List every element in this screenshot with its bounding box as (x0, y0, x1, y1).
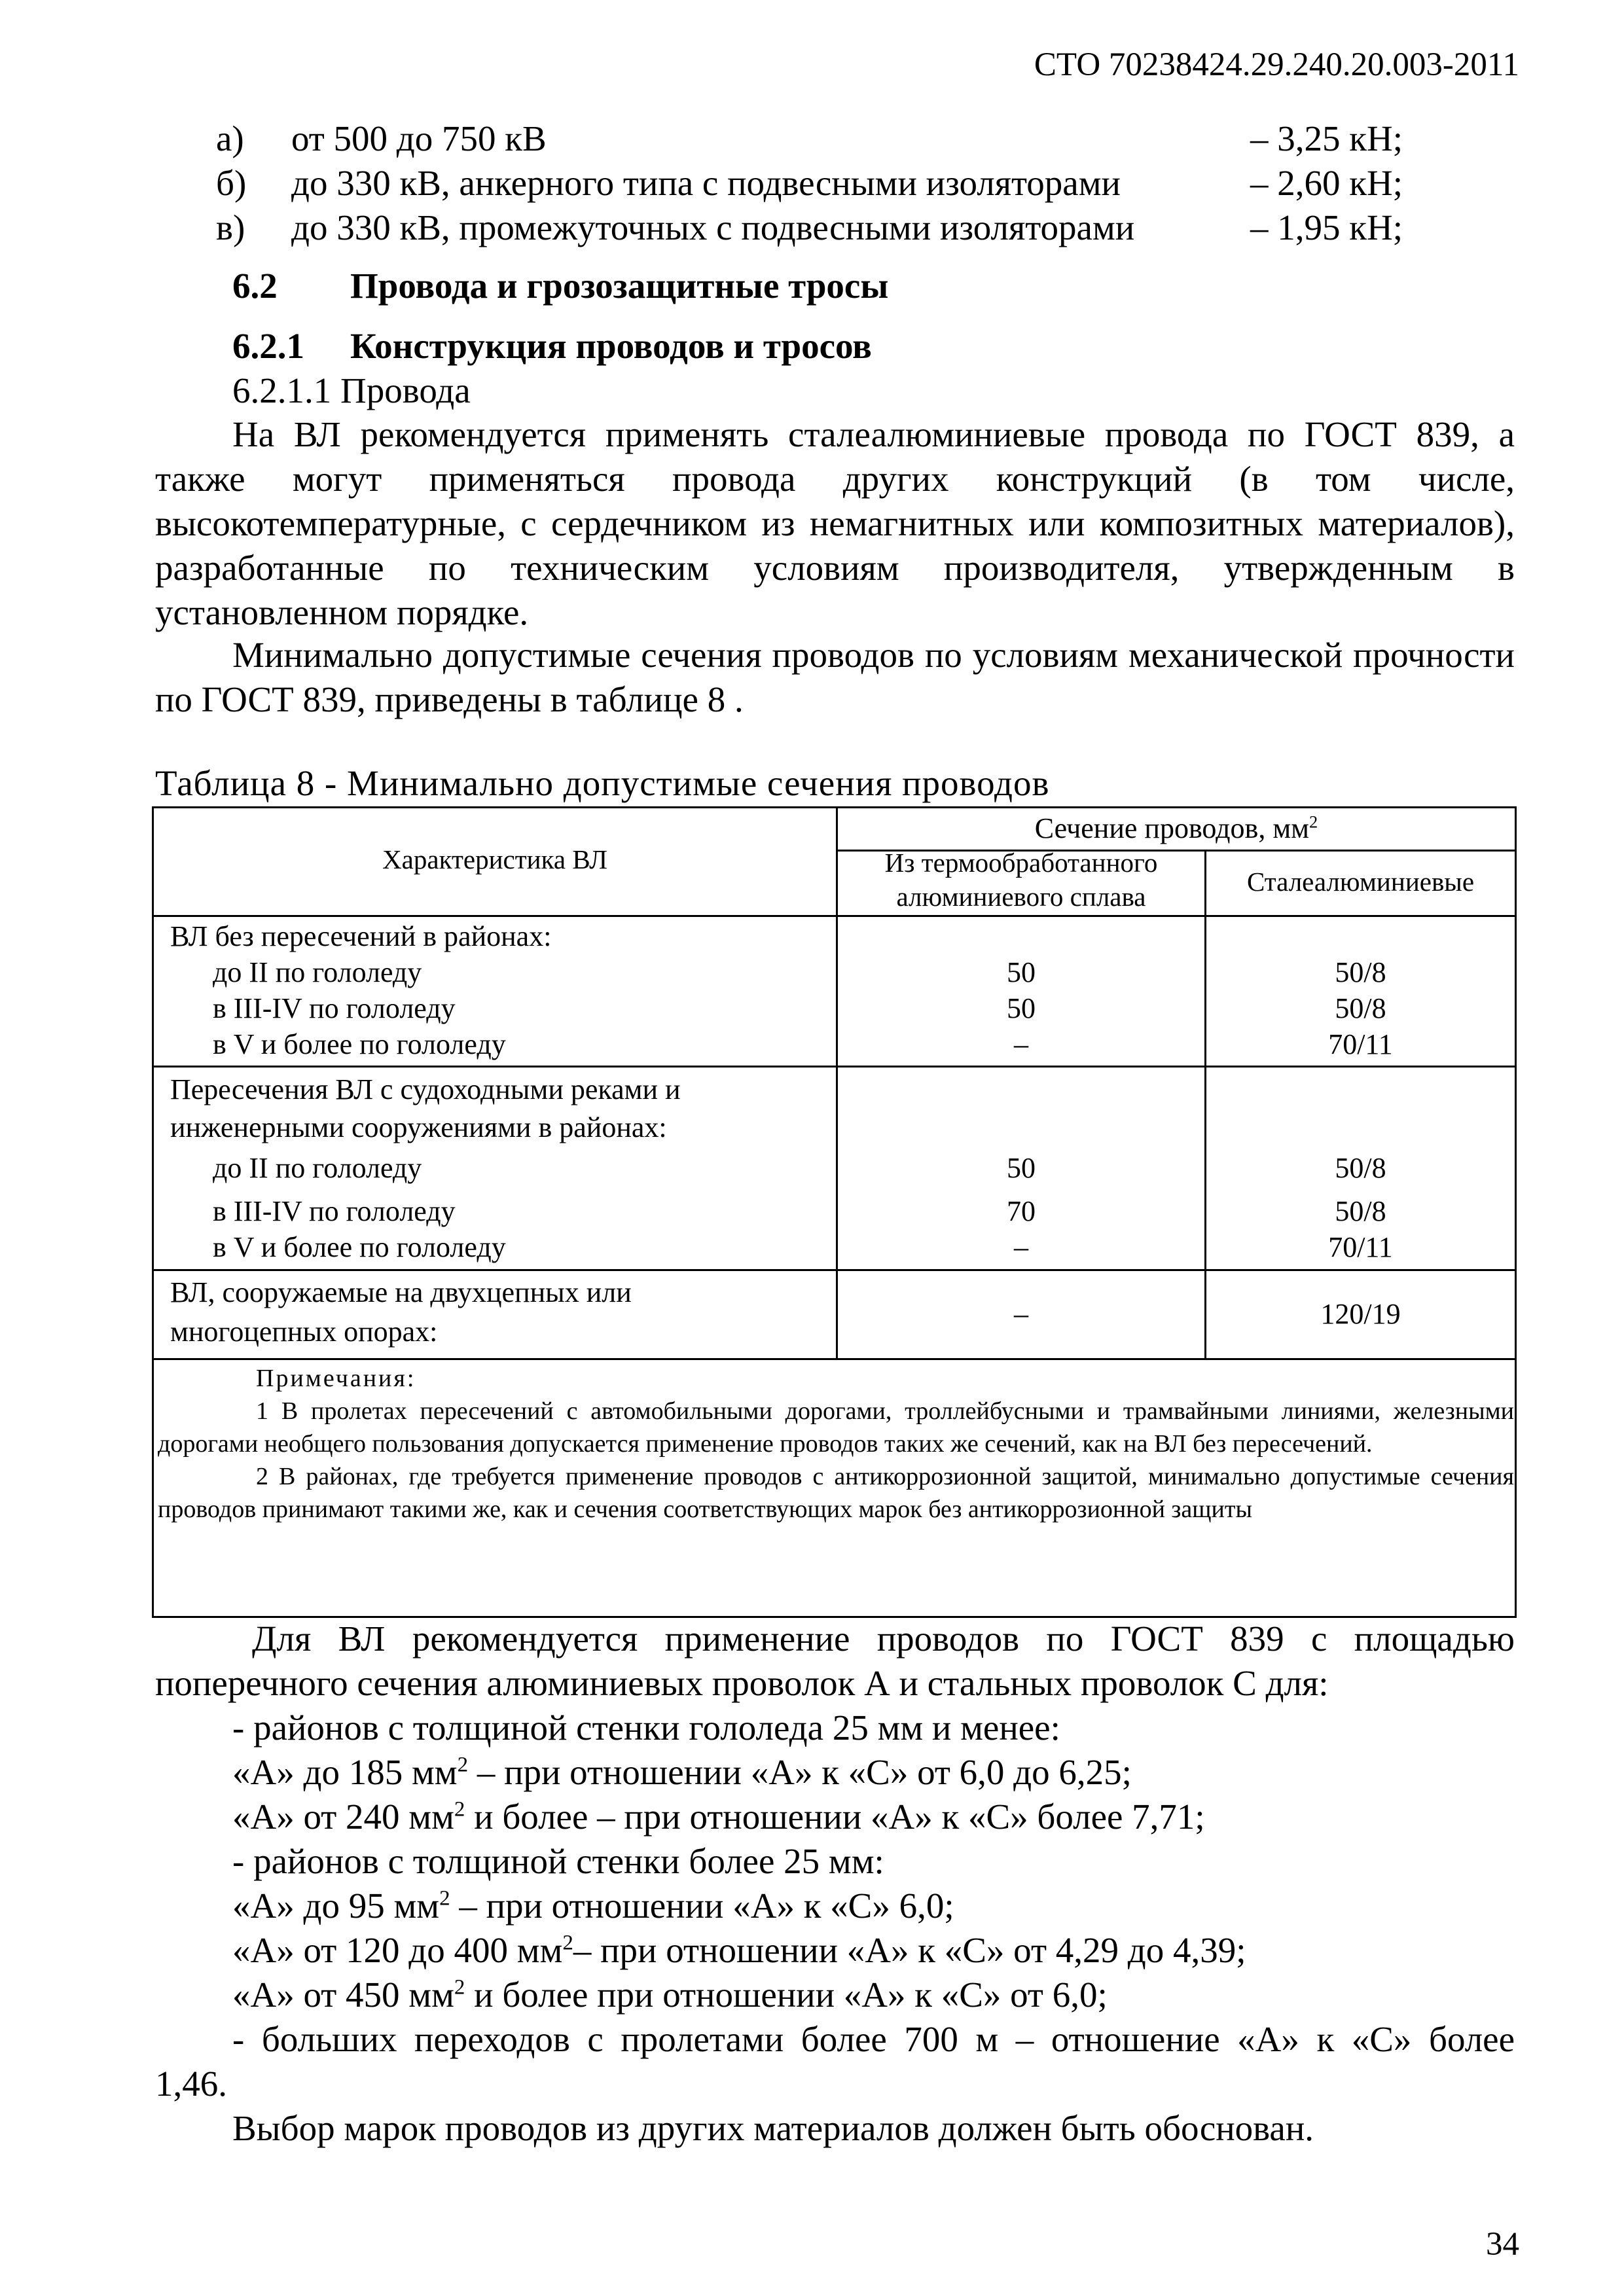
row-label: до II по гололеду (213, 1152, 422, 1184)
cell-value: – (1014, 1298, 1028, 1330)
row-label: в V и более по гололеду (213, 1231, 506, 1263)
ratio-text: «А» до 185 мм (232, 1752, 458, 1792)
list-item (216, 161, 1434, 206)
group-title: ВЛ без пересечений в районах: (170, 920, 552, 952)
sections-table (152, 806, 1517, 1618)
table-notes (158, 1362, 1514, 1526)
group-title: Пересечения ВЛ с судоходными реками и (170, 1073, 681, 1105)
notes-title: Примечания: (256, 1365, 416, 1392)
cell-value: 120/19 (1320, 1298, 1401, 1330)
list-marker: в) (216, 207, 245, 247)
list-value: – 2,60 кН; (1250, 163, 1403, 203)
list-value: – 3,25 кН; (1250, 118, 1403, 158)
superscript: 2 (454, 1797, 465, 1821)
section-number: 6.2.1 (232, 326, 304, 366)
ratio-text: и более при отношении «А» к «С» от 6,0; (465, 1975, 1108, 2015)
section-title: Провода и грозозащитные тросы (350, 266, 889, 306)
row-label: в V и более по гололеду (213, 1028, 506, 1060)
col-header-steel-aluminium: Сталеалюминиевые (1246, 867, 1475, 897)
ratio-text: «А» от 120 до 400 мм (232, 1930, 563, 1970)
col-header-group-text: Сечение проводов, мм (1034, 812, 1309, 844)
list-text: до 330 кВ, анкерного типа с подвесными изоляторами (291, 163, 1121, 203)
list-item (216, 206, 1434, 250)
col-header-characteristic: Характеристика ВЛ (382, 844, 607, 874)
superscript: 2 (439, 1886, 450, 1910)
ratio-text: – при отношении «А» к «С» от 4,29 до 4,39; (573, 1930, 1246, 1970)
note-1: 1 В пролетах пересечений с автомобильными дорогами, троллейбусными и трамвайными линиями, железными дорогами необщего пользования допускается применение проводов таких же сечений, как на ВЛ без пересечений. (158, 1397, 1514, 1458)
cell-value: – (1014, 1028, 1028, 1060)
section-heading-6-2-1 (232, 325, 872, 367)
cell-value: 50/8 (1335, 992, 1386, 1024)
cell-value: 50/8 (1335, 1152, 1386, 1184)
list-marker: б) (216, 163, 247, 203)
cell-value: 50/8 (1335, 956, 1386, 988)
ratio-text: «А» от 450 мм (232, 1975, 454, 2015)
body-line: 1,46. (155, 2064, 227, 2104)
note-2: 2 В районах, где требуется применение проводов с антикоррозионной защитой, минимально допустимые сечения проводов принимают такими же, как и сечения соответствующих марок без антикоррозионной защиты (158, 1463, 1514, 1523)
ratio-text: «А» от 240 мм (232, 1797, 454, 1837)
paragraph: На ВЛ рекомендуется применять сталеалюминиевые провода по ГОСТ 839, а также могут применяться провода других конструкций (в том числе, высокотемпературные, с сердечником из немагнитных или композитных материалов), разработанные по техническим условиям производителя, утвержденным в установленном порядке. (155, 414, 1515, 632)
col-header-group (838, 810, 1515, 847)
subsection-heading: 6.2.1.1 Провода (232, 370, 471, 410)
table-caption: Таблица 8 - Минимально допустимые сечения проводов (155, 763, 1050, 803)
ratio-text: – при отношении «А» к «С» 6,0; (450, 1886, 954, 1926)
section-title: Конструкция проводов и тросов (350, 326, 872, 366)
document-code: СТО 70238424.29.240.20.003-2011 (1034, 46, 1519, 83)
superscript: 2 (562, 1931, 573, 1955)
section-heading-6-2 (232, 265, 888, 306)
ratio-text: «А» до 95 мм (232, 1886, 440, 1926)
table-rule (1204, 850, 1206, 1358)
col-header-alloy: Из термообработанного (884, 848, 1158, 878)
body-line: Для ВЛ рекомендуется применение проводов по ГОСТ 839 с площадью (252, 1619, 1515, 1659)
ratio-line (232, 1928, 1246, 1973)
ratio-text: и более – при отношении «А» к «С» более 7,71; (465, 1797, 1205, 1837)
cell-value: 50 (1007, 992, 1036, 1024)
cell-value: 70/11 (1328, 1231, 1393, 1263)
group-title-line2: многоцепных опорах: (170, 1316, 438, 1348)
table-rule (154, 1269, 1515, 1271)
ratio-line (232, 1884, 954, 1928)
cell-value: – (1014, 1231, 1028, 1263)
bullet-line: - районов с толщиной стенки гололеда 25 мм и менее: (232, 1708, 1060, 1748)
cell-value: 70/11 (1328, 1028, 1393, 1060)
superscript: 2 (1309, 812, 1318, 832)
ratio-line (232, 1750, 1132, 1795)
cell-value: 50/8 (1335, 1195, 1386, 1227)
superscript: 2 (454, 1975, 465, 2000)
row-label: в III-IV по гололеду (213, 1195, 456, 1227)
bullet-line: - больших переходов с пролетами более 700 м – отношение «А» к «С» более (232, 2019, 1515, 2059)
ratio-line (232, 1973, 1108, 2017)
table-rule (154, 915, 1515, 917)
table-rule (154, 1066, 1515, 1067)
bullet-line: - районов с толщиной стенки более 25 мм: (232, 1841, 884, 1881)
group-title: ВЛ, сооружаемые на двухцепных или (170, 1276, 632, 1308)
paragraph: Минимально допустимые сечения проводов по условиям механической прочности по ГОСТ 839, приведены в таблице 8 . (155, 635, 1515, 719)
body-line: Выбор марок проводов из других материалов должен быть обоснован. (232, 2108, 1314, 2148)
cell-value: 50 (1007, 1152, 1036, 1184)
page-number: 34 (1486, 2226, 1519, 2263)
group-title-line2: инженерными сооружениями в районах: (170, 1111, 667, 1143)
list-item (216, 117, 1434, 161)
superscript: 2 (457, 1753, 469, 1777)
list-text: от 500 до 750 кВ (291, 118, 547, 158)
row-label: в III-IV по гололеду (213, 992, 456, 1024)
ratio-text: – при отношении «А» к «С» от 6,0 до 6,25; (468, 1752, 1132, 1792)
load-list (216, 117, 1434, 250)
list-value: – 1,95 кН; (1250, 207, 1403, 247)
row-label: до II по гололеду (213, 956, 422, 988)
list-text: до 330 кВ, промежуточных с подвесными изоляторами (291, 207, 1135, 247)
col-header-alloy-line2: алюминиевого сплава (896, 882, 1146, 912)
ratio-line (232, 1795, 1205, 1839)
section-number: 6.2 (232, 266, 278, 306)
cell-value: 50 (1007, 956, 1036, 988)
table-rule (154, 1358, 1515, 1360)
cell-value: 70 (1007, 1195, 1036, 1227)
list-marker: а) (216, 118, 244, 158)
body-line: поперечного сечения алюминиевых проволок А и стальных проволок С для: (155, 1663, 1329, 1703)
